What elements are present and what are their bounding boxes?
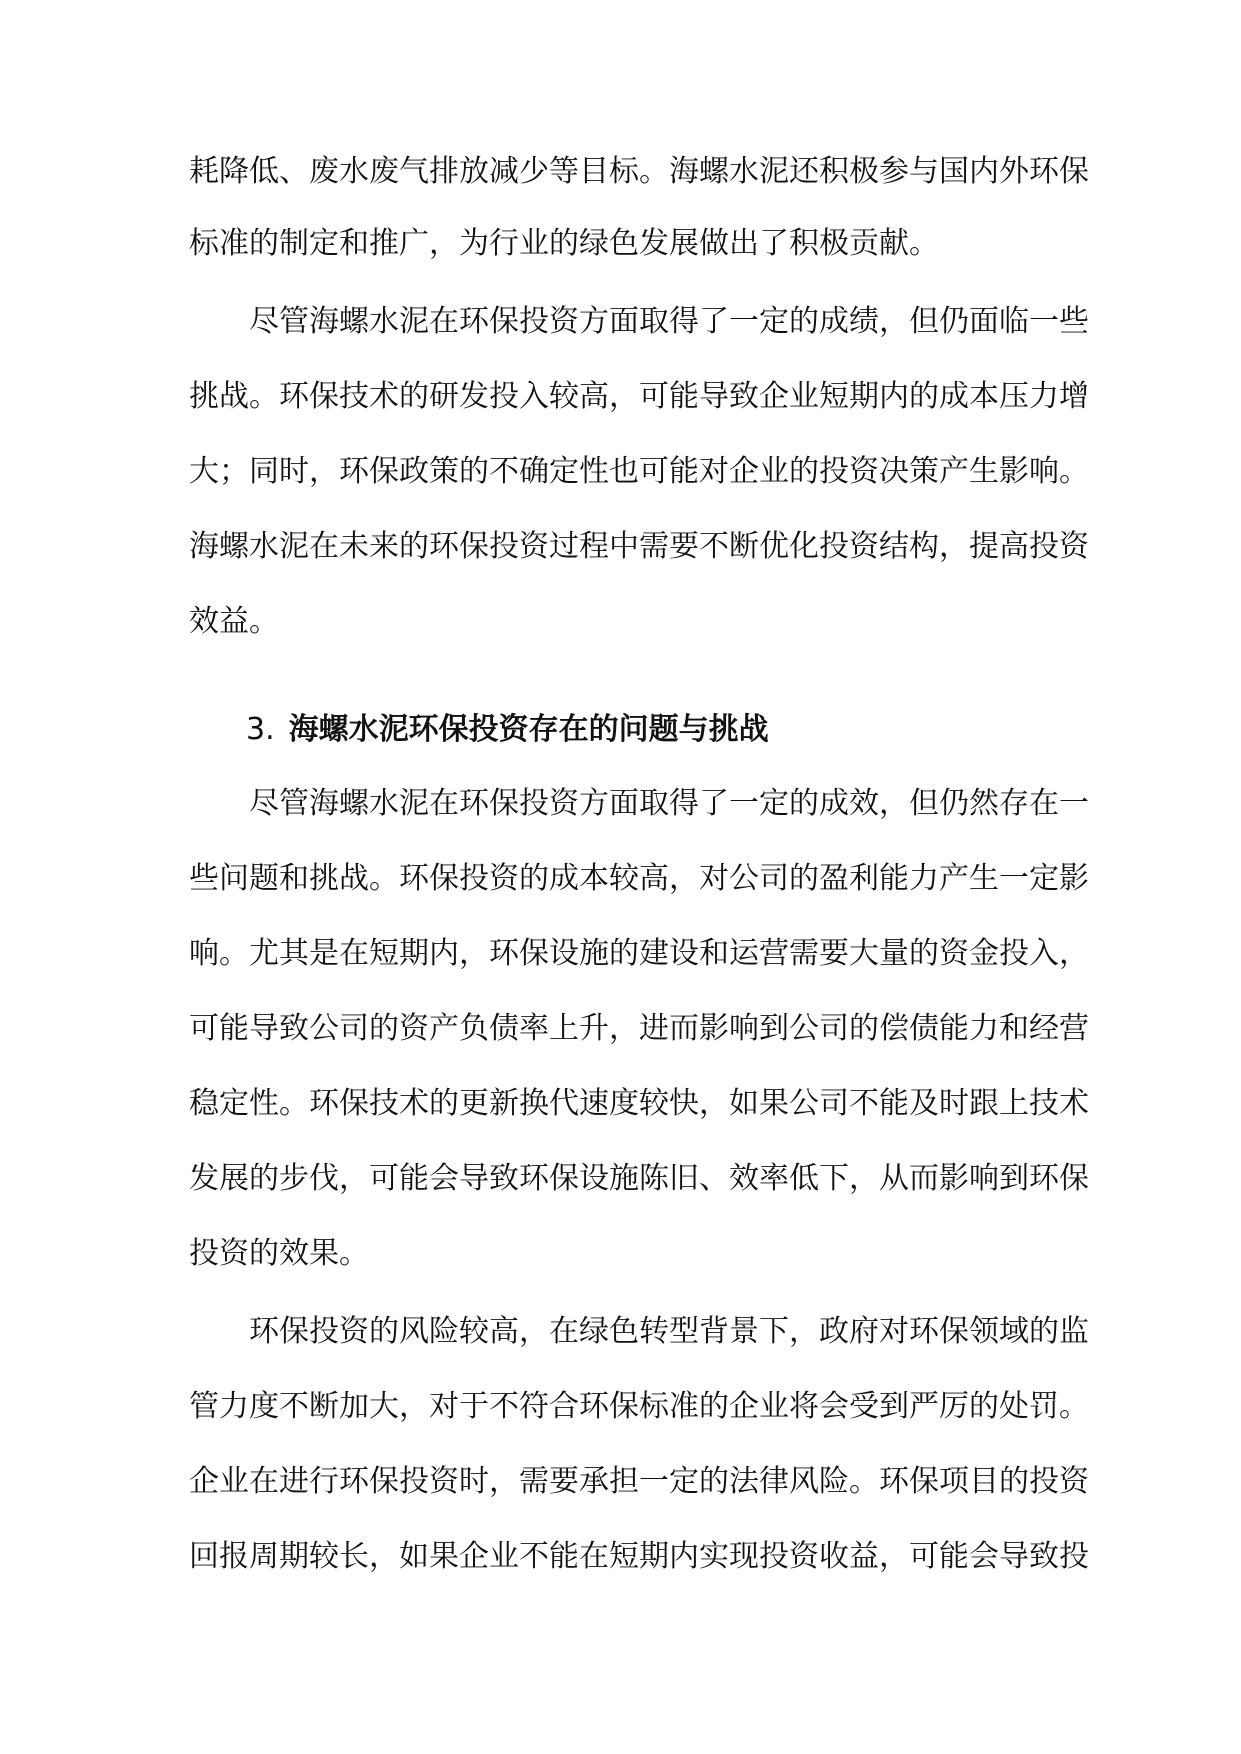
- paragraph-line: 响。尤其是在短期内，环保设施的建设和运营需要大量的资金投入，: [189, 936, 1089, 971]
- paragraph-line: 尽管海螺水泥在环保投资方面取得了一定的成效，但仍然存在一: [249, 786, 1089, 821]
- paragraph-line: 些问题和挑战。环保投资的成本较高，对公司的盈利能力产生一定影: [189, 861, 1089, 896]
- paragraph-line: 海螺水泥在未来的环保投资过程中需要不断优化投资结构，提高投资: [189, 529, 1089, 564]
- paragraph-line: 尽管海螺水泥在环保投资方面取得了一定的成绩，但仍面临一些: [249, 304, 1089, 339]
- paragraph-line: 投资的效果。: [189, 1236, 369, 1271]
- paragraph-line: 稳定性。环保技术的更新换代速度较快，如果公司不能及时跟上技术: [189, 1086, 1089, 1121]
- section-title: 海螺水泥环保投资存在的问题与挑战: [288, 712, 769, 747]
- paragraph-line: 挑战。环保技术的研发投入较高，可能导致企业短期内的成本压力增: [189, 379, 1089, 414]
- paragraph-line: 发展的步伐，可能会导致环保设施陈旧、效率低下，从而影响到环保: [189, 1161, 1089, 1196]
- section-heading: [246, 708, 769, 752]
- paragraph-line: 耗降低、废水废气排放减少等目标。海螺水泥还积极参与国内外环保: [189, 154, 1089, 189]
- paragraph-line: 回报周期较长，如果企业不能在短期内实现投资收益，可能会导致投: [189, 1539, 1089, 1574]
- paragraph-line: 企业在进行环保投资时，需要承担一定的法律风险。环保项目的投资: [189, 1464, 1089, 1499]
- paragraph-line: 管力度不断加大，对于不符合环保标准的企业将会受到严厉的处罚。: [189, 1389, 1089, 1424]
- paragraph-line: 标准的制定和推广，为行业的绿色发展做出了积极贡献。: [189, 226, 939, 261]
- section-number: 3.: [246, 712, 275, 747]
- paragraph-line: 可能导致公司的资产负债率上升，进而影响到公司的偿债能力和经营: [189, 1011, 1089, 1046]
- paragraph-line: 环保投资的风险较高，在绿色转型背景下，政府对环保领域的监: [249, 1314, 1089, 1349]
- paragraph-line: 大；同时，环保政策的不确定性也可能对企业的投资决策产生影响。: [189, 454, 1089, 489]
- paragraph-line: 效益。: [189, 604, 279, 639]
